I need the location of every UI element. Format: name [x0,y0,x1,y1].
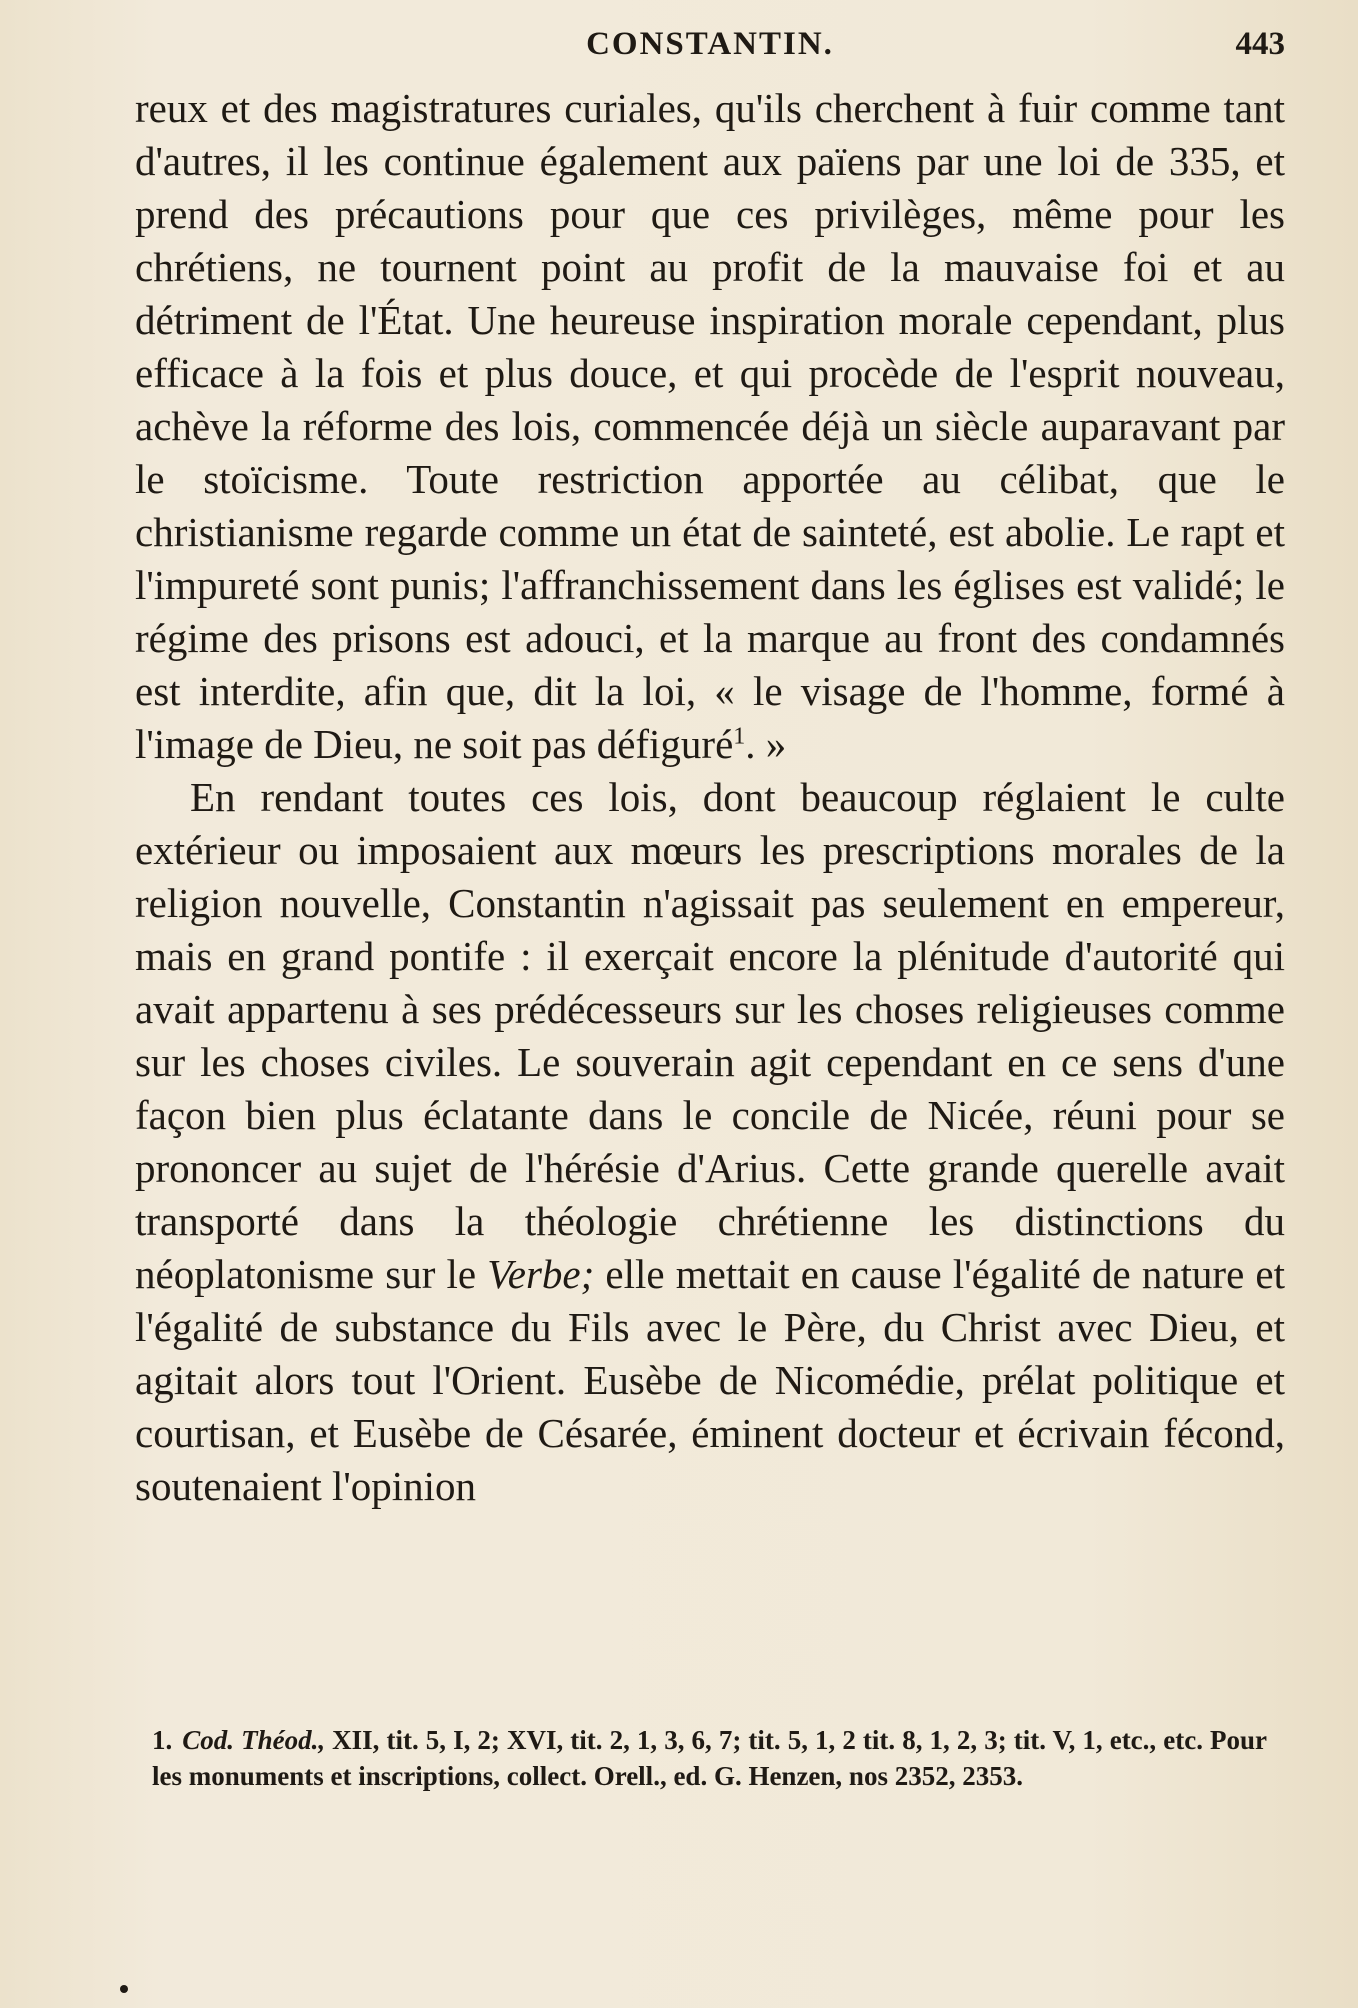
paragraph-1-text: reux et des magistratures curiales, qu'ils cherchent à fuir comme tant d'autres, il les continue également aux païens par une loi de 335, et prend des précautions pour que ces privilèges, même pour les chrétiens, ne tournent point au profit de la mauvaise foi et au détriment de l'État. Une heureuse inspiration morale cependant, plus efficace à la fois et plus douce, et qui procède de l'esprit nouveau, achève la réforme des lois, commencée déjà un siècle auparavant par le stoïcisme. Toute restriction apportée au célibat, que le christianisme regarde comme un état de sainteté, est abolie. Le rapt et l'impureté sont punis; l'affranchissement dans les églises est validé; le régime des prisons est adouci, et la marque au front des condamnés est interdite, afin que, dit la loi, « le visage de l'homme, formé à l'image de Dieu, ne soit pas défiguré [135,85,1285,767]
print-speck [120,1985,128,1993]
footnote-reference: 1 [733,723,746,750]
paragraph-2 [135,771,1285,1513]
emphasized-term: Verbe; [487,1251,595,1297]
footnote-number: 1. [152,1725,173,1755]
running-title: CONSTANTIN. [586,26,834,62]
footnotes [152,1722,1267,1794]
footnote-text: XII, tit. 5, I, 2; XVI, tit. 2, 1, 3, 6, 7; tit. 5, 1, 2 tit. 8, 1, 2, 3; tit. V, 1, etc., etc. Pour les monuments et inscriptions, collect. Orell., ed. G. Henzen, nos 2352, 2353. [152,1725,1268,1791]
paragraph-2-text-start: En rendant toutes ces lois, dont beaucoup réglaient le culte extérieur ou imposaient aux mœurs les prescriptions morales de la religion nouvelle, Constantin n'agissait pas seulement en empereur, mais en grand pontife : il exerçait encore la plénitude d'autorité qui avait appartenu à ses prédécesseurs sur les choses religieuses comme sur les choses civiles. Le souverain agit cependant en ce sens d'une façon bien plus éclatante dans le concile de Nicée, réuni pour se prononcer au sujet de l'hérésie d'Arius. Cette grande querelle avait transporté dans la théologie chrétienne les distinctions du néoplatonisme sur le [135,774,1285,1297]
paragraph-1-end: . » [745,721,787,767]
footnote-source: Cod. Théod., [182,1725,326,1755]
page-number: 443 [1235,26,1285,62]
page-header [135,26,1285,72]
paragraph-2-text-end: elle mettait en cause l'égalité de nature et l'égalité de substance du Fils avec le Père, du Christ avec Dieu, et agitait alors tout l'Orient. Eusèbe de Nicomédie, prélat politique et courtisan, et Eusèbe de Césarée, éminent docteur et écrivain fécond, soutenaient l'opinion [135,1251,1286,1509]
paragraph-1 [135,82,1285,771]
body-text [135,82,1285,1513]
